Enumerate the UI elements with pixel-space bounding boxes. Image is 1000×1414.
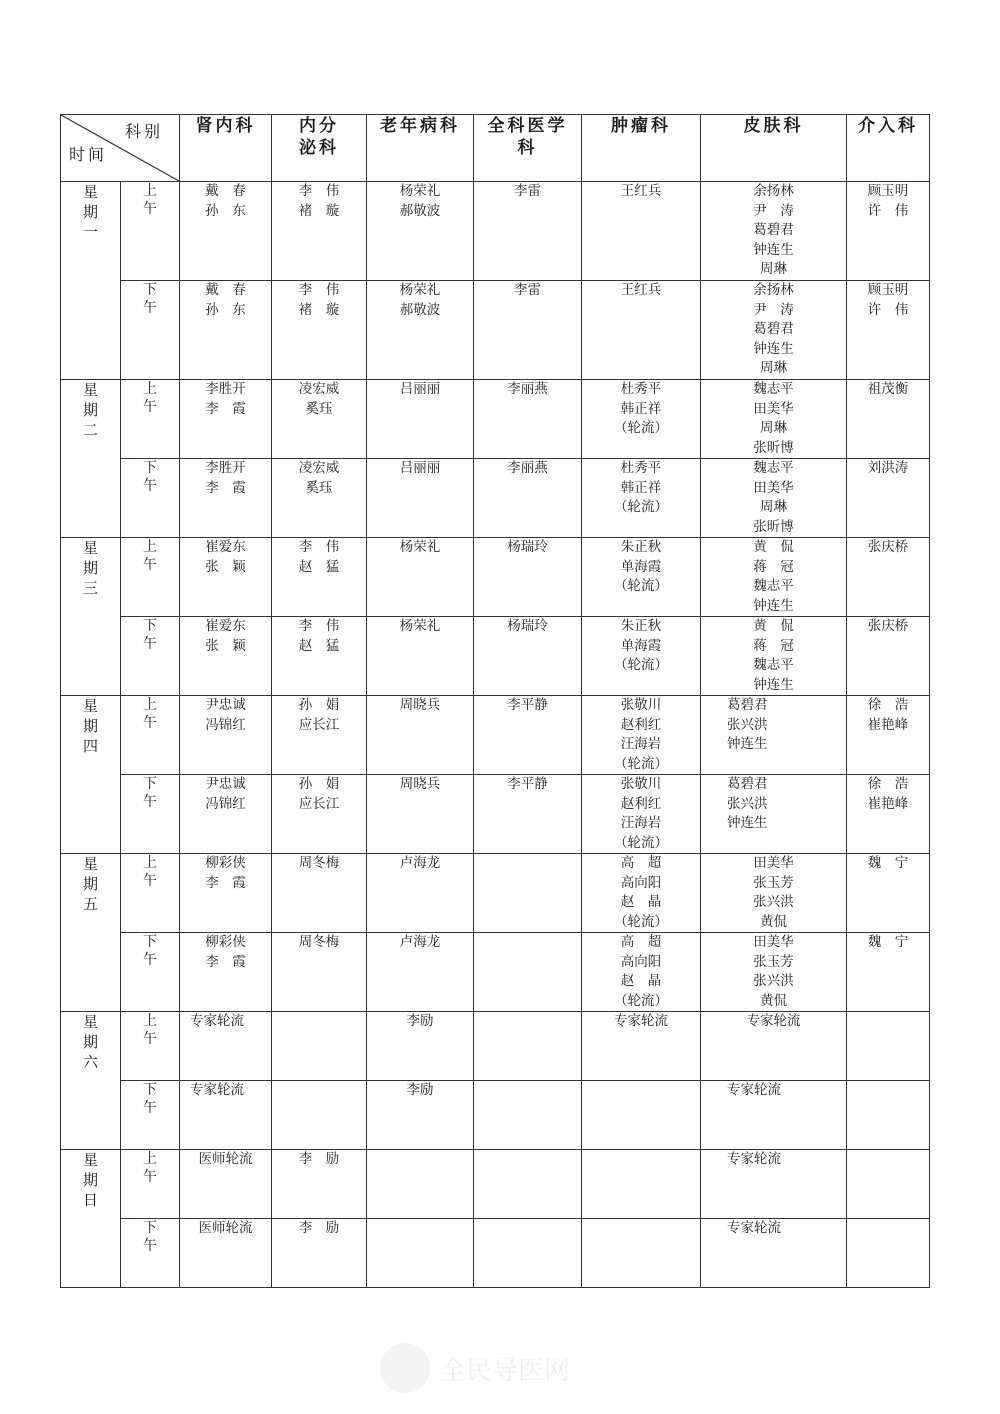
afternoon-label: 下午 <box>121 617 180 696</box>
doctor-cell-nephrology: 柳彩侠 李 霞 <box>180 933 272 1012</box>
doctor-cell-interventional: 徐 浩 崔艳峰 <box>847 696 930 775</box>
doctor-cell-endocrinology: 李 励 <box>272 1150 367 1219</box>
doctor-cell-endocrinology: 李 伟 赵 猛 <box>272 538 367 617</box>
doctor-cell-endocrinology: 李 励 <box>272 1219 367 1288</box>
doctor-cell-dermatology: 专家轮流 <box>701 1150 847 1219</box>
doctor-cell-nephrology: 尹忠诚 冯锦红 <box>180 775 272 854</box>
day-label: 星期四 <box>61 696 121 854</box>
corner-header <box>61 115 180 182</box>
doctor-cell-geriatrics: 李励 <box>367 1012 474 1081</box>
schedule-row <box>61 696 930 775</box>
doctor-cell-geriatrics: 李励 <box>367 1081 474 1150</box>
schedule-row <box>61 1012 930 1081</box>
doctor-cell-geriatrics: 周晓兵 <box>367 696 474 775</box>
doctor-cell-interventional: 徐 浩 崔艳峰 <box>847 775 930 854</box>
doctor-cell-general-practice: 李平静 <box>474 775 582 854</box>
doctor-cell-nephrology: 专家轮流 <box>180 1012 272 1081</box>
doctor-cell-interventional: 祖茂衡 <box>847 380 930 459</box>
doctor-cell-oncology: 朱正秋 单海霞 （轮流） <box>582 538 701 617</box>
doctor-cell-endocrinology: 周冬梅 <box>272 933 367 1012</box>
dept-header-nephrology: 肾内科 <box>180 115 272 182</box>
doctor-cell-interventional: 张庆桥 <box>847 617 930 696</box>
doctor-cell-oncology: 张敬川 赵利红 汪海岩 （轮流） <box>582 696 701 775</box>
schedule-row <box>61 617 930 696</box>
doctor-cell-general-practice <box>474 1012 582 1081</box>
doctor-cell-dermatology: 葛碧君 张兴洪 钟连生 <box>701 696 847 775</box>
afternoon-label: 下午 <box>121 1219 180 1288</box>
doctor-cell-geriatrics <box>367 1150 474 1219</box>
dept-header-endocrinology: 内分泌科 <box>272 115 367 182</box>
dept-header-oncology: 肿瘤科 <box>582 115 701 182</box>
morning-label: 上午 <box>121 1012 180 1081</box>
doctor-cell-oncology: 王红兵 <box>582 182 701 281</box>
doctor-cell-nephrology: 李胜开 李 霞 <box>180 459 272 538</box>
doctor-cell-dermatology: 余扬林 尹 涛 葛碧君 钟连生 周琳 <box>701 182 847 281</box>
schedule-row <box>61 1081 930 1150</box>
doctor-cell-oncology: 张敬川 赵利红 汪海岩 （轮流） <box>582 775 701 854</box>
doctor-cell-dermatology: 专家轮流 <box>701 1219 847 1288</box>
doctor-cell-endocrinology: 孙 娟 应长江 <box>272 775 367 854</box>
day-label: 星期六 <box>61 1012 121 1150</box>
doctor-cell-oncology <box>582 1219 701 1288</box>
doctor-cell-dermatology: 黄 侃 蒋 冠 魏志平 钟连生 <box>701 617 847 696</box>
morning-label: 上午 <box>121 538 180 617</box>
doctor-cell-dermatology: 葛碧君 张兴洪 钟连生 <box>701 775 847 854</box>
doctor-cell-geriatrics: 杨荣礼 <box>367 538 474 617</box>
doctor-cell-endocrinology <box>272 1081 367 1150</box>
corner-label-department: 科别 <box>124 122 163 141</box>
afternoon-label: 下午 <box>121 281 180 380</box>
doctor-cell-general-practice: 杨瑞玲 <box>474 538 582 617</box>
dept-header-geriatrics: 老年病科 <box>367 115 474 182</box>
schedule-row <box>61 459 930 538</box>
doctor-cell-interventional <box>847 1012 930 1081</box>
doctor-cell-interventional: 魏 宁 <box>847 854 930 933</box>
day-label: 星期日 <box>61 1150 121 1288</box>
doctor-cell-nephrology: 医师轮流 <box>180 1219 272 1288</box>
doctor-cell-general-practice: 李雷 <box>474 281 582 380</box>
doctor-cell-oncology: 杜秀平 韩正祥 （轮流） <box>582 459 701 538</box>
doctor-cell-interventional: 顾玉明 许 伟 <box>847 182 930 281</box>
doctor-cell-geriatrics: 卢海龙 <box>367 854 474 933</box>
doctor-cell-nephrology: 戴 春 孙 东 <box>180 182 272 281</box>
doctor-cell-nephrology: 戴 春 孙 东 <box>180 281 272 380</box>
doctor-cell-nephrology: 专家轮流 <box>180 1081 272 1150</box>
morning-label: 上午 <box>121 854 180 933</box>
doctor-cell-general-practice: 李平静 <box>474 696 582 775</box>
doctor-cell-dermatology: 余扬林 尹 涛 葛碧君 钟连生 周琳 <box>701 281 847 380</box>
doctor-cell-interventional: 魏 宁 <box>847 933 930 1012</box>
day-label: 星期一 <box>61 182 121 380</box>
doctor-cell-nephrology: 崔爱东 张 颖 <box>180 538 272 617</box>
schedule-row <box>61 182 930 281</box>
dept-header-interventional: 介入科 <box>847 115 930 182</box>
duty-schedule-table <box>60 114 930 1288</box>
doctor-cell-oncology: 专家轮流 <box>582 1012 701 1081</box>
doctor-cell-oncology <box>582 1150 701 1219</box>
doctor-cell-endocrinology: 孙 娟 应长江 <box>272 696 367 775</box>
doctor-cell-interventional <box>847 1150 930 1219</box>
morning-label: 上午 <box>121 696 180 775</box>
doctor-cell-dermatology: 魏志平 田美华 周琳 张昕博 <box>701 459 847 538</box>
dept-header-general-practice: 全科医学科 <box>474 115 582 182</box>
doctor-cell-endocrinology: 凌宏威 奚珏 <box>272 380 367 459</box>
afternoon-label: 下午 <box>121 1081 180 1150</box>
doctor-cell-oncology: 王红兵 <box>582 281 701 380</box>
morning-label: 上午 <box>121 1150 180 1219</box>
doctor-cell-oncology: 高 超 高向阳 赵 晶 （轮流） <box>582 854 701 933</box>
doctor-cell-endocrinology: 李 伟 褚 璇 <box>272 281 367 380</box>
doctor-cell-interventional <box>847 1081 930 1150</box>
doctor-cell-endocrinology: 周冬梅 <box>272 854 367 933</box>
doctor-cell-interventional: 顾玉明 许 伟 <box>847 281 930 380</box>
doctor-cell-oncology: 朱正秋 单海霞 （轮流） <box>582 617 701 696</box>
doctor-cell-oncology: 高 超 高向阳 赵 晶 （轮流） <box>582 933 701 1012</box>
doctor-cell-endocrinology: 李 伟 褚 璇 <box>272 182 367 281</box>
schedule-row <box>61 775 930 854</box>
doctor-cell-endocrinology <box>272 1012 367 1081</box>
schedule-row <box>61 933 930 1012</box>
afternoon-label: 下午 <box>121 775 180 854</box>
schedule-row <box>61 538 930 617</box>
watermark-logo-icon <box>380 1343 430 1393</box>
doctor-cell-general-practice <box>474 1150 582 1219</box>
doctor-cell-oncology <box>582 1081 701 1150</box>
afternoon-label: 下午 <box>121 933 180 1012</box>
morning-label: 上午 <box>121 380 180 459</box>
dept-header-dermatology: 皮肤科 <box>701 115 847 182</box>
doctor-cell-dermatology: 田美华 张玉芳 张兴洪 黄侃 <box>701 854 847 933</box>
doctor-cell-general-practice <box>474 933 582 1012</box>
doctor-cell-oncology: 杜秀平 韩正祥 （轮流） <box>582 380 701 459</box>
doctor-cell-general-practice: 杨瑞玲 <box>474 617 582 696</box>
doctor-cell-dermatology: 田美华 张玉芳 张兴洪 黄侃 <box>701 933 847 1012</box>
day-label: 星期三 <box>61 538 121 696</box>
doctor-cell-interventional: 刘洪涛 <box>847 459 930 538</box>
doctor-cell-geriatrics: 杨荣礼 郝敬波 <box>367 281 474 380</box>
doctor-cell-endocrinology: 凌宏威 奚珏 <box>272 459 367 538</box>
day-label: 星期二 <box>61 380 121 538</box>
schedule-row <box>61 854 930 933</box>
doctor-cell-geriatrics: 周晓兵 <box>367 775 474 854</box>
schedule-row <box>61 1219 930 1288</box>
day-label: 星期五 <box>61 854 121 1012</box>
doctor-cell-nephrology: 医师轮流 <box>180 1150 272 1219</box>
doctor-cell-general-practice: 李丽燕 <box>474 380 582 459</box>
doctor-cell-nephrology: 崔爱东 张 颖 <box>180 617 272 696</box>
doctor-cell-dermatology: 魏志平 田美华 周琳 张昕博 <box>701 380 847 459</box>
doctor-cell-geriatrics: 吕丽丽 <box>367 380 474 459</box>
doctor-cell-dermatology: 黄 侃 蒋 冠 魏志平 钟连生 <box>701 538 847 617</box>
doctor-cell-general-practice <box>474 1081 582 1150</box>
doctor-cell-geriatrics: 吕丽丽 <box>367 459 474 538</box>
doctor-cell-nephrology: 尹忠诚 冯锦红 <box>180 696 272 775</box>
doctor-cell-general-practice <box>474 854 582 933</box>
corner-label-time: 时间 <box>69 145 108 164</box>
doctor-cell-dermatology: 专家轮流 <box>701 1012 847 1081</box>
doctor-cell-dermatology: 专家轮流 <box>701 1081 847 1150</box>
afternoon-label: 下午 <box>121 459 180 538</box>
doctor-cell-interventional: 张庆桥 <box>847 538 930 617</box>
schedule-row <box>61 1150 930 1219</box>
watermark-text: 全民导医网 <box>440 1355 571 1386</box>
doctor-cell-endocrinology: 李 伟 赵 猛 <box>272 617 367 696</box>
doctor-cell-nephrology: 柳彩侠 李 霞 <box>180 854 272 933</box>
doctor-cell-geriatrics: 卢海龙 <box>367 933 474 1012</box>
morning-label: 上午 <box>121 182 180 281</box>
doctor-cell-geriatrics: 杨荣礼 郝敬波 <box>367 182 474 281</box>
doctor-cell-general-practice: 李丽燕 <box>474 459 582 538</box>
doctor-cell-nephrology: 李胜开 李 霞 <box>180 380 272 459</box>
schedule-row <box>61 380 930 459</box>
doctor-cell-general-practice: 李雷 <box>474 182 582 281</box>
watermark <box>380 1338 640 1398</box>
doctor-cell-general-practice <box>474 1219 582 1288</box>
doctor-cell-geriatrics: 杨荣礼 <box>367 617 474 696</box>
schedule-row <box>61 281 930 380</box>
doctor-cell-geriatrics <box>367 1219 474 1288</box>
doctor-cell-interventional <box>847 1219 930 1288</box>
